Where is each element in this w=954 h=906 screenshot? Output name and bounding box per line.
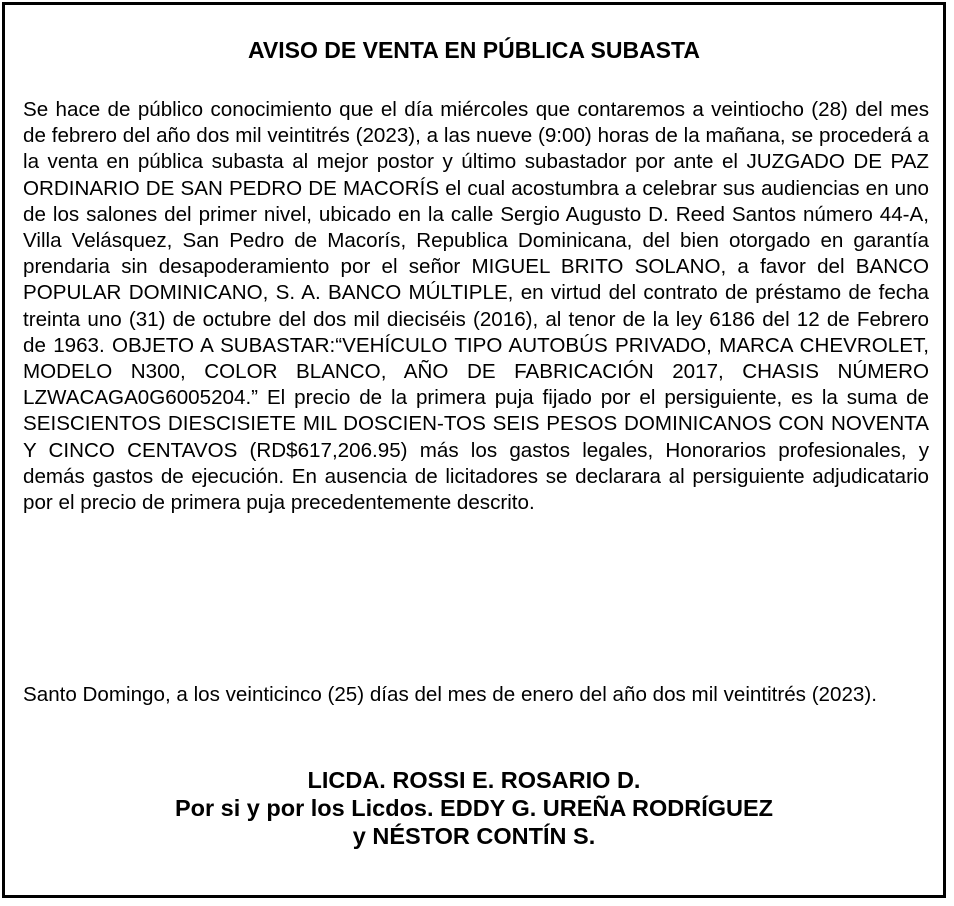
notice-title: AVISO DE VENTA EN PÚBLICA SUBASTA bbox=[248, 37, 700, 63]
signature-name: LICDA. ROSSI E. ROSARIO D. bbox=[307, 767, 641, 793]
notice-body-paragraph: Se hace de público conocimiento que el día miércoles que contaremos a veintiocho (28) del mes de febrero del año dos mil veintitrés (2023), a las nueve (9:00) horas de la mañana, se procederá a la venta en pública subasta al mejor postor y último subastador por ante el JUZGADO DE PAZ ORDINARIO DE SAN PEDRO DE MACORÍS el cual acostumbra a celebrar sus audiencias en uno de los salones del primer nivel, ubicado en la calle Sergio Augusto D. Reed Santos número 44-A, Villa Velásquez, San Pedro de Macorís, Republica Dominicana, del bien otorgado en garantía prendaria sin desapoderamiento por el señor MIGUEL BRITO SOLANO, a favor del BANCO POPULAR DOMINICANO, S. A. BANCO MÚLTIPLE, en virtud del contrato de préstamo de fecha treinta uno (31) de octubre del dos mil dieciséis (2016), al tenor de la ley 6186 del 12 de Febrero de 1963. OBJETO A SUBASTAR:“VEHÍCULO TIPO AUTOBÚS PRIVADO, MARCA CHEVROLET, MODELO N300, COLOR BLANCO, AÑO DE FABRICACIÓN 2017, CHASIS NÚMERO LZWACAGA0G6005204.” El precio de la primera puja fijado por el persiguiente, es la suma de SEISCIENTOS DIESCISIETE MIL DOSCIEN-TOS SEIS PESOS DOMINICANOS CON NOVENTA Y CINCO CENTAVOS (RD$617,206.95) más los gastos legales, Honorarios profesionales, y demás gastos de ejecución. En ausencia de licitadores se declarara al persiguiente adjudicatario por el precio de primera puja precedentemente descrito. bbox=[23, 98, 929, 515]
notice-date-paragraph: Santo Domingo, a los veinticinco (25) días del mes de enero del año dos mil veintitrés (2023). bbox=[23, 683, 877, 706]
signature-block bbox=[5, 766, 943, 850]
signature-co-counsel: y NÉSTOR CONTÍN S. bbox=[352, 823, 596, 849]
signature-on-behalf: Por si y por los Licdos. EDDY G. UREÑA RODRÍGUEZ bbox=[174, 795, 774, 821]
auction-notice bbox=[2, 2, 946, 898]
